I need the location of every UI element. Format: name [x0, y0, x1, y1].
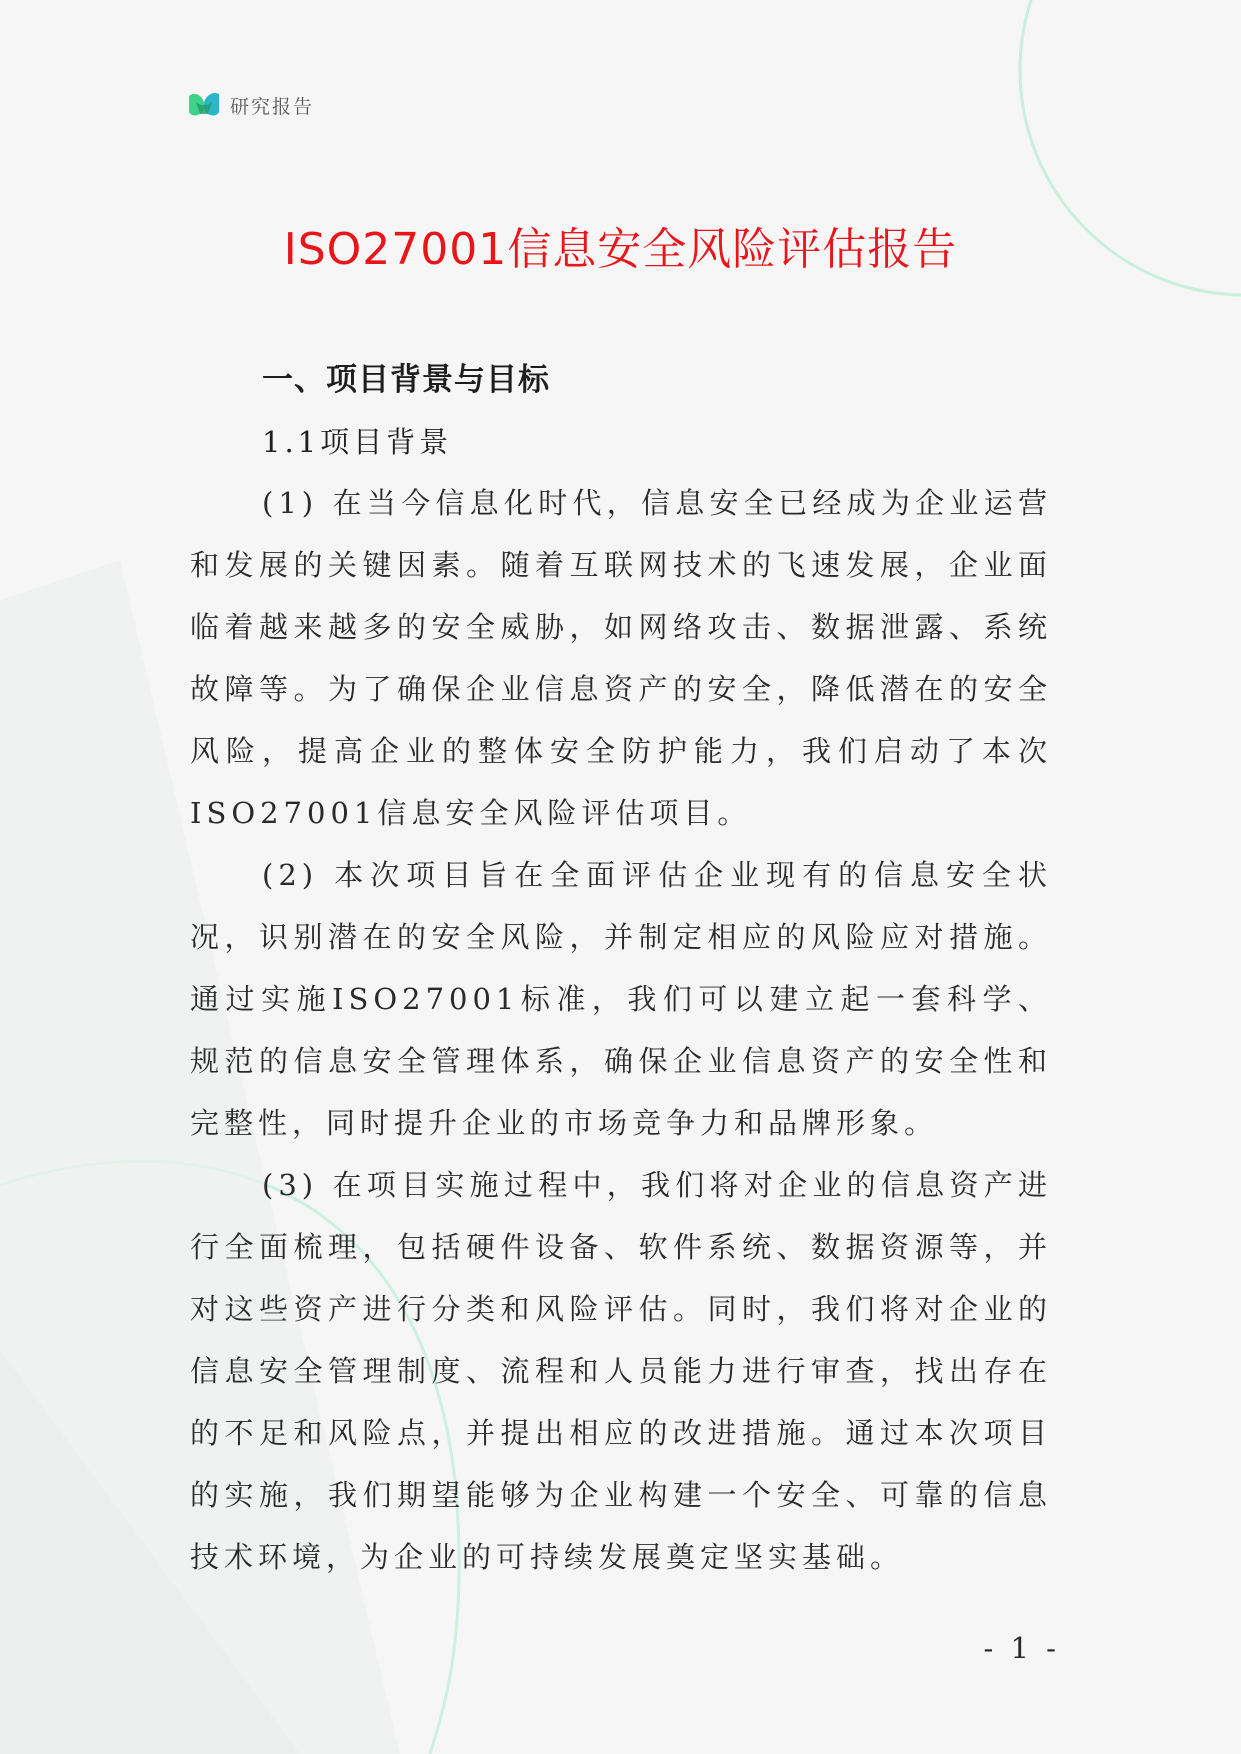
report-header: [186, 88, 314, 122]
paragraph-1: (1) 在当今信息化时代，信息安全已经成为企业运营和发展的关键因素。随着互联网技术的飞速发展，企业面临着越来越多的安全威胁，如网络攻击、数据泄露、系统故障等。为了确保企业信息资产的安全，降低潜在的安全风险，提高企业的整体安全防护能力，我们启动了本次ISO27001信息安全风险评估项目。: [190, 486, 1052, 830]
page-number: - 1 -: [983, 1631, 1060, 1665]
paragraph-2: (2) 本次项目旨在全面评估企业现有的信息安全状况，识别潜在的安全风险，并制定相应的风险应对措施。通过实施ISO27001标准，我们可以建立起一套科学、规范的信息安全管理体系，确保企业信息资产的安全性和完整性，同时提升企业的市场竞争力和品牌形象。: [190, 858, 1052, 1140]
section-heading: 一、项目背景与目标: [262, 362, 550, 398]
paragraph-3: (3) 在项目实施过程中，我们将对企业的信息资产进行全面梳理，包括硬件设备、软件系统、数据资源等，并对这些资产进行分类和风险评估。同时，我们将对企业的信息安全管理制度、流程和人员能力进行审查，找出存在的不足和风险点，并提出相应的改进措施。通过本次项目的实施，我们期望能够为企业构建一个安全、可靠的信息技术环境，为企业的可持续发展奠定坚实基础。: [190, 1168, 1052, 1574]
document-title: ISO27001信息安全风险评估报告: [283, 224, 958, 275]
green-leaf-logo-icon: [186, 88, 222, 122]
subsection-heading: 1.1项目背景: [262, 425, 453, 459]
body-text: [190, 472, 1052, 1588]
header-label: 研究报告: [230, 95, 315, 118]
